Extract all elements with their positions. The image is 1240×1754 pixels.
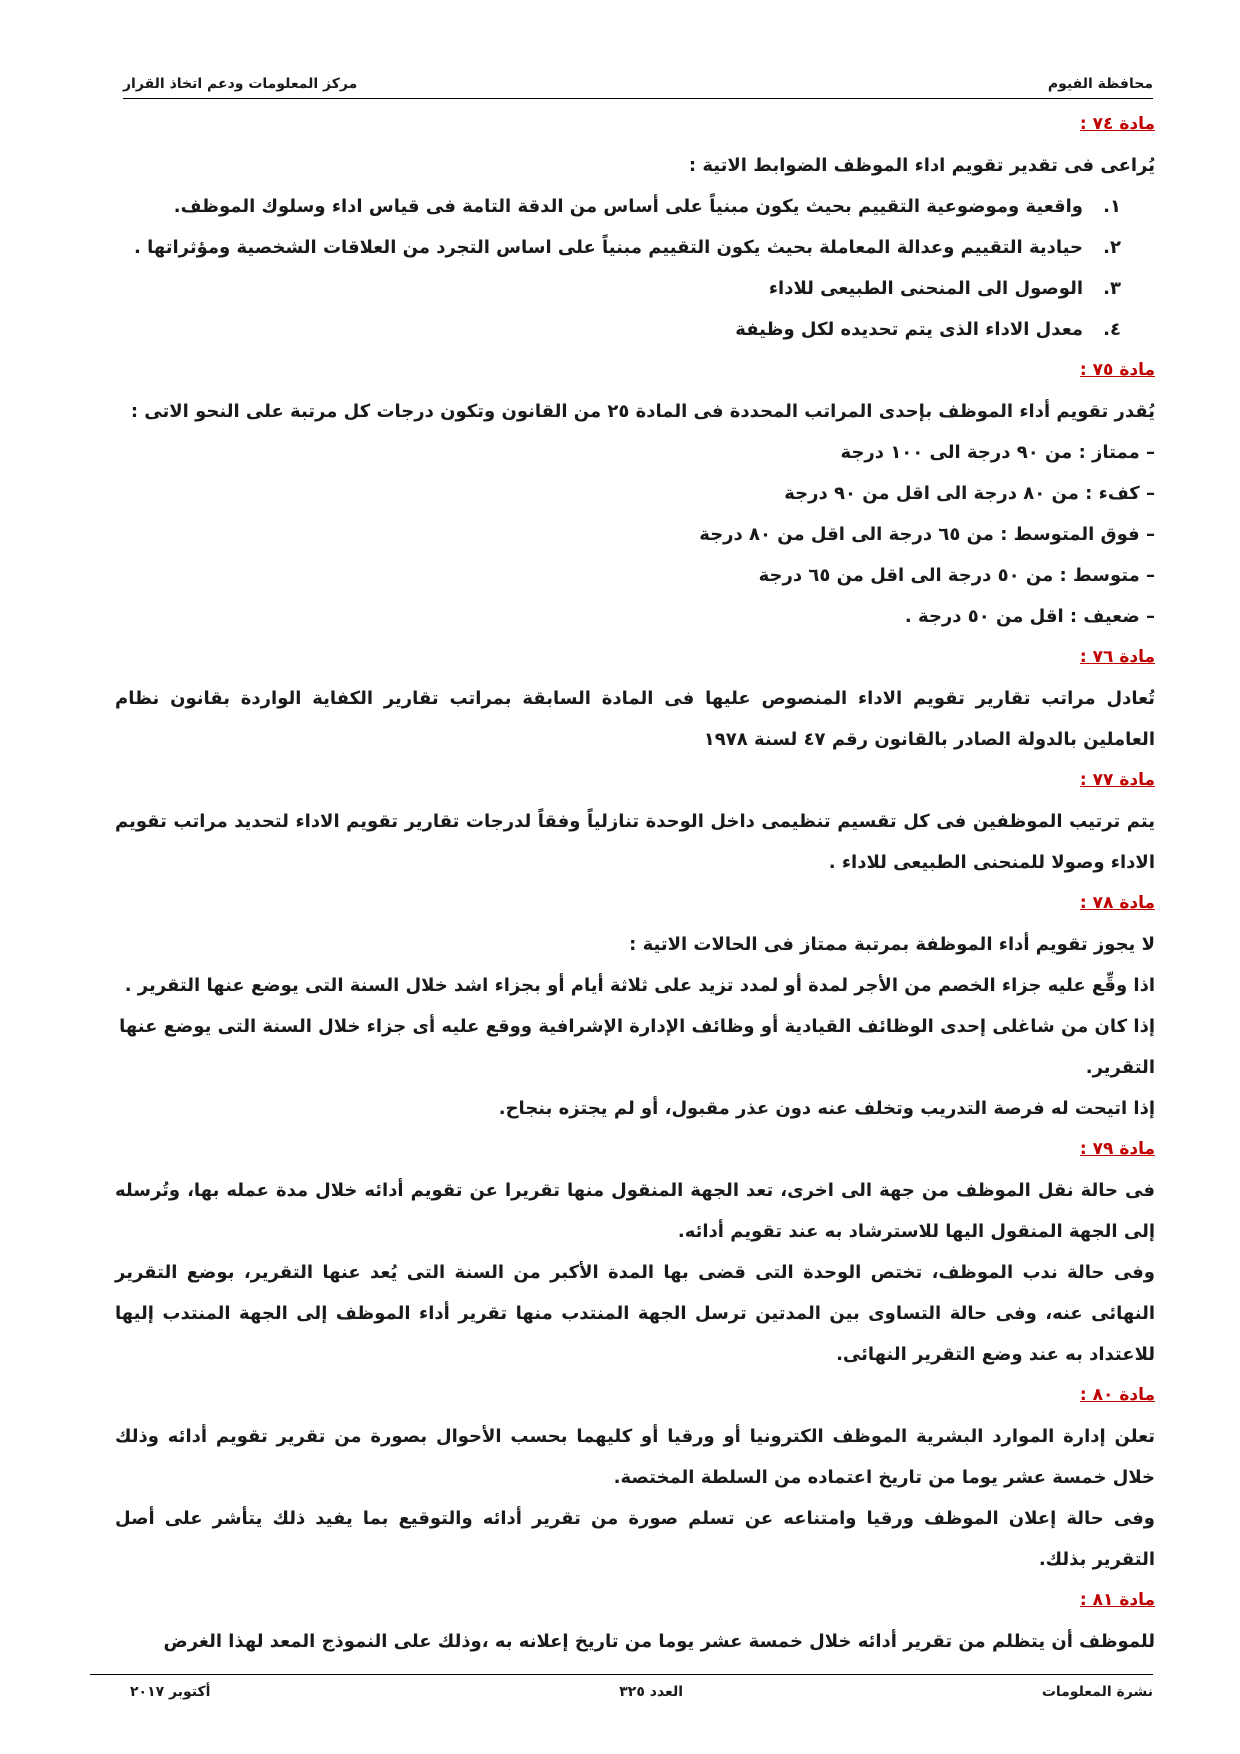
footer-publication: نشرة المعلومات (1041, 1684, 1153, 1700)
article-78-heading: مادة ٧٨ : (1079, 893, 1155, 913)
article-78-case: إذا اتيحت له فرصة التدريب وتخلف عنه دون عذر مقبول، أو لم يجتزه بنجاح. (498, 1098, 1155, 1119)
article-80-para-1: تعلن إدارة الموارد البشرية الموظف الكترونيا أو ورقيا أو كليهما بحسب الأحوال بصورة من تقرير تقويم أدائه وذلك خلال خمسة عشر يوما من تاريخ اعتماده من السلطة المختصة. (115, 1426, 1155, 1488)
page-footer (90, 1684, 1153, 1706)
article-78-case: إذا كان من شاغلى إحدى الوظائف القيادية أو وظائف الإدارة الإشرافية ووقع عليه أى جزاء خلال السنة التى يوضع عنها التقرير. (119, 1016, 1155, 1078)
list-item: ٤. معدل الاداء الذى يتم تحديده لكل وظيفة (735, 319, 1121, 340)
article-78-intro: لا يجوز تقويم أداء الموظفة بمرتبة ممتاز فى الحالات الاتية : (629, 934, 1155, 955)
article-80-heading: مادة ٨٠ : (1079, 1385, 1155, 1405)
article-77-heading: مادة ٧٧ : (1079, 770, 1155, 790)
article-79-para-2: وفى حالة ندب الموظف، تختص الوحدة التى قضى بها المدة الأكبر من السنة التى يُعد عنها التقرير، بوضع التقرير النهائى عنه، وفى حالة التساوى بين المدتين ترسل الجهة المنتدب منها تقرير أداء الموظف إلى الجهة المنتدب إليها للاعتداد به عند وضع التقرير النهائى. (115, 1262, 1155, 1365)
article-79-heading: مادة ٧٩ : (1079, 1139, 1155, 1159)
article-81-heading: مادة ٨١ : (1079, 1590, 1155, 1610)
article-81-text: للموظف أن يتظلم من تقرير أدائه خلال خمسة عشر يوما من تاريخ إعلانه به ،وذلك على النموذج المعد لهذا الغرض (163, 1631, 1155, 1652)
header-center: مركز المعلومات ودعم اتخاذ القرار (123, 76, 358, 92)
document-body (115, 104, 1155, 1662)
grade-weak: – ضعيف : اقل من ٥٠ درجة . (904, 606, 1155, 627)
grade-above-average: – فوق المتوسط : من ٦٥ درجة الى اقل من ٨٠ درجة (699, 524, 1155, 545)
article-79-para-1: فى حالة نقل الموظف من جهة الى اخرى، تعد الجهة المنقول منها تقريرا عن تقويم أدائه خلال مدة عمله بها، وتُرسله إلى الجهة المنقول اليها للاسترشاد به عند تقويم أدائه. (115, 1180, 1155, 1242)
article-76-heading: مادة ٧٦ : (1079, 647, 1155, 667)
article-74-intro: يُراعى فى تقدير تقويم اداء الموظف الضوابط الاتية : (688, 155, 1155, 176)
article-80-para-2: وفى حالة إعلان الموظف ورقيا وامتناعه عن تسلم صورة من تقرير أدائه والتوقيع بما يفيد ذلك يتأشر على أصل التقرير بذلك. (115, 1508, 1155, 1570)
footer-issue: العدد ٣٢٥ (619, 1684, 683, 1700)
grade-excellent: – ممتاز : من ٩٠ درجة الى ١٠٠ درجة (840, 442, 1155, 463)
grade-competent: – كفء : من ٨٠ درجة الى اقل من ٩٠ درجة (784, 483, 1155, 504)
footer-date: أكتوبر ٢٠١٧ (130, 1684, 211, 1700)
grade-average: – متوسط : من ٥٠ درجة الى اقل من ٦٥ درجة (758, 565, 1155, 586)
article-76-text: تُعادل مراتب تقارير تقويم الاداء المنصوص عليها فى المادة السابقة بمراتب تقارير الكفاية الواردة بقانون نظام العاملين بالدولة الصادر بالقانون رقم ٤٧ لسنة ١٩٧٨ (115, 688, 1155, 750)
article-75-intro: يُقدر تقويم أداء الموظف بإحدى المراتب المحددة فى المادة ٢٥ من القانون وتكون درجات كل مرتبة على النحو الاتى : (130, 401, 1155, 422)
list-item: ٣. الوصول الى المنحنى الطبيعى للاداء (768, 278, 1121, 299)
footer-divider (90, 1674, 1153, 1677)
page-header (123, 74, 1153, 99)
header-governorate: محافظة الفيوم (1047, 76, 1153, 92)
list-item: ١. واقعية وموضوعية التقييم بحيث يكون مبنياً على أساس من الدقة التامة فى قياس اداء وسلوك الموظف. (173, 196, 1121, 217)
article-74-heading: مادة ٧٤ : (1079, 114, 1155, 134)
article-75-heading: مادة ٧٥ : (1079, 360, 1155, 380)
article-77-text: يتم ترتيب الموظفين فى كل تقسيم تنظيمى داخل الوحدة تنازلياً وفقاً لدرجات تقارير تقويم الاداء لتحديد مراتب تقويم الاداء وصولا للمنحنى الطبيعى للاداء . (115, 811, 1155, 873)
list-item: ٢. حيادية التقييم وعدالة المعاملة بحيث يكون التقييم مبنياً على اساس التجرد من العلاقات الشخصية ومؤثراتها . (133, 237, 1121, 258)
article-78-case: اذا وقِّع عليه جزاء الخصم من الأجر لمدة أو لمدد تزيد على ثلاثة أيام أو بجزاء اشد خلال السنة التى يوضع عنها التقرير . (124, 975, 1155, 996)
